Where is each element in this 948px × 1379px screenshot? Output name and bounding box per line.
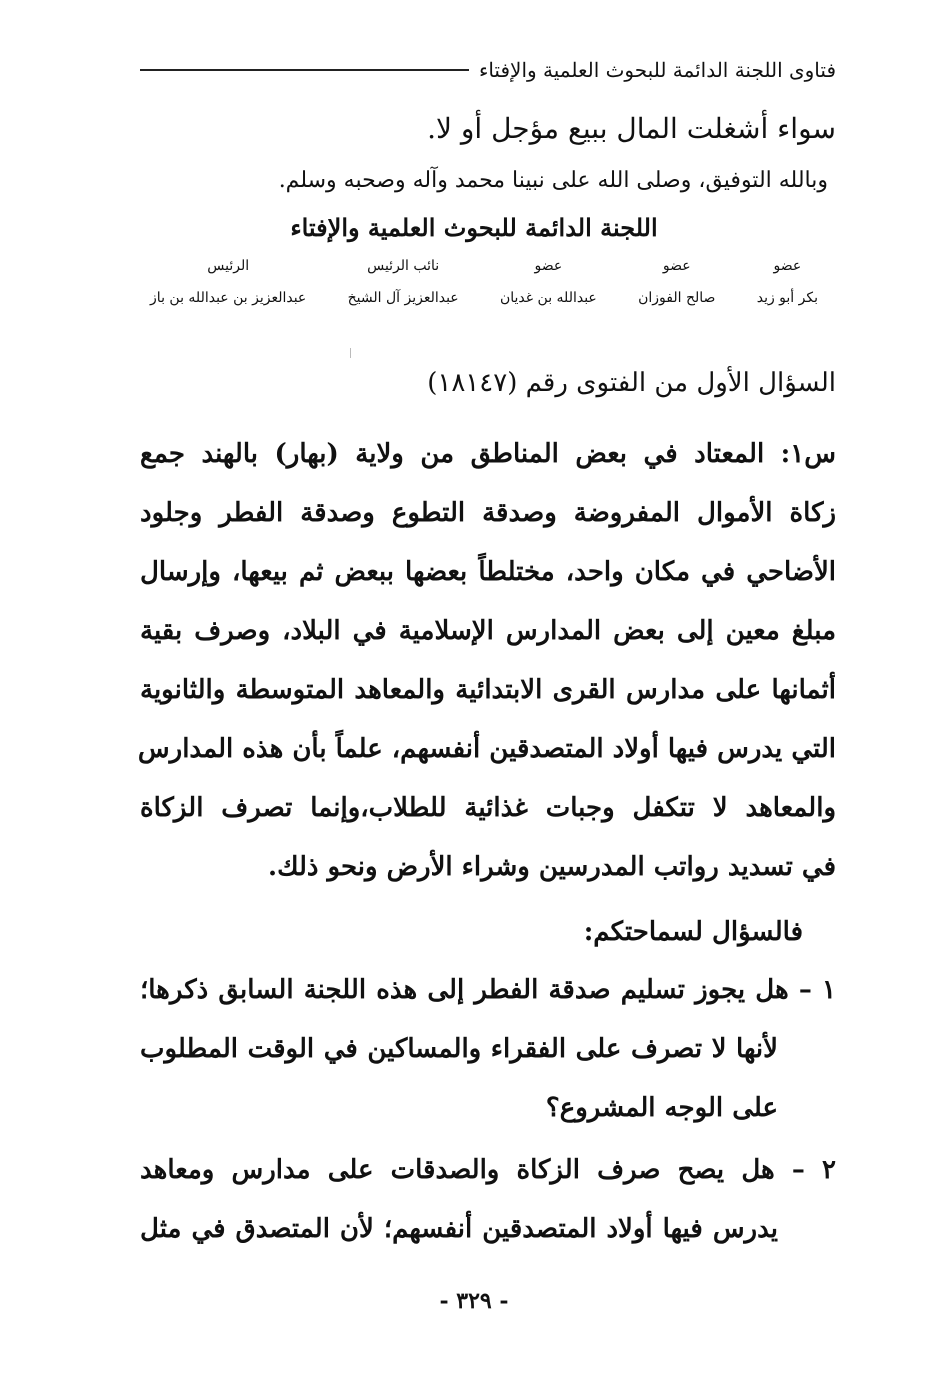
member-role: عضو [773, 258, 802, 274]
question-line: س١: المعتاد في بعض المناطق من ولاية (بهار) بالهند جمع [140, 439, 836, 469]
member-3 [500, 258, 597, 306]
running-title: فتاوى اللجنة الدائمة للبحوث العلمية والإفتاء [478, 58, 836, 82]
member-2 [638, 258, 715, 306]
member-5 [150, 258, 306, 306]
member-name: عبدالعزيز آل الشيخ [347, 290, 459, 306]
committee-name: اللجنة الدائمة للبحوث العلمية والإفتاء [290, 213, 658, 242]
intro-line-2: وبالله التوفيق، وصلى الله على نبينا محمد وآله وصحبه وسلم. [278, 168, 828, 193]
question-line: التي يدرس فيها أولاد المتصدقين أنفسهم، علماً بأن هذه المدارس [137, 734, 836, 764]
member-name: بكر أبو زيد [756, 290, 818, 306]
ask-line [140, 903, 803, 962]
running-header [140, 58, 836, 82]
committee-members [150, 258, 818, 306]
page-number: - ٣٢٩ - [439, 1288, 509, 1314]
item-line: لأنها لا تصرف على الفقراء والمساكين في الوقت المطلوب [140, 1034, 778, 1064]
ask-text: فالسؤال لسماحتكم: [583, 917, 803, 947]
member-4 [348, 258, 459, 306]
item-line: على الوجه المشروع؟ [545, 1093, 778, 1123]
member-name: عبدالله بن غديان [499, 290, 597, 306]
intro-line-1: سواء أشغلت المال ببيع مؤجل أو لا. [427, 112, 836, 145]
question-line: زكاة الأموال المفروضة وصدقة التطوع وصدقة الفطر وجلود [140, 498, 836, 528]
item-line: ١ – هل يجوز تسليم صدقة الفطر إلى هذه اللجنة السابق ذكرها؛ [140, 975, 836, 1005]
question-item-2 [140, 1141, 836, 1259]
section-divider [350, 348, 351, 358]
item-line: يدرس فيها أولاد المتصدقين أنفسهم؛ لأن المتصدق في مثل [140, 1214, 778, 1244]
member-1 [757, 258, 818, 306]
member-role: عضو [534, 258, 563, 274]
member-role: نائب الرئيس [367, 258, 440, 274]
item-line: ٢ – هل يصح صرف الزكاة والصدقات على مدارس ومعاهد [140, 1155, 836, 1185]
member-role: عضو [662, 258, 691, 274]
member-role: الرئيس [207, 258, 250, 274]
question-line: والمعاهد لا تتكفل وجبات غذائية للطلاب،وإنما تصرف الزكاة [140, 793, 836, 823]
question-line: الأضاحي في مكان واحد، مختلطاً بعضها ببعض ثم بيعها، وإرسال [140, 557, 836, 587]
fatwa-heading: السؤال الأول من الفتوى رقم (١٨١٤٧) [427, 368, 836, 398]
question-line: في تسديد رواتب المدرسين وشراء الأرض ونحو ذلك. [268, 852, 836, 882]
question-line: مبلغ معين إلى بعض المدارس الإسلامية في البلاد، وصرف بقية [140, 616, 836, 646]
question-line: أثمانها على مدارس القرى الابتدائية والمعاهد المتوسطة والثانوية [140, 675, 836, 705]
question-item-1 [140, 961, 836, 1138]
member-name: صالح الفوزان [638, 290, 716, 306]
member-name: عبدالعزيز بن عبدالله بن باز [150, 290, 307, 306]
question-paragraph [137, 425, 836, 897]
header-rule [140, 69, 469, 71]
